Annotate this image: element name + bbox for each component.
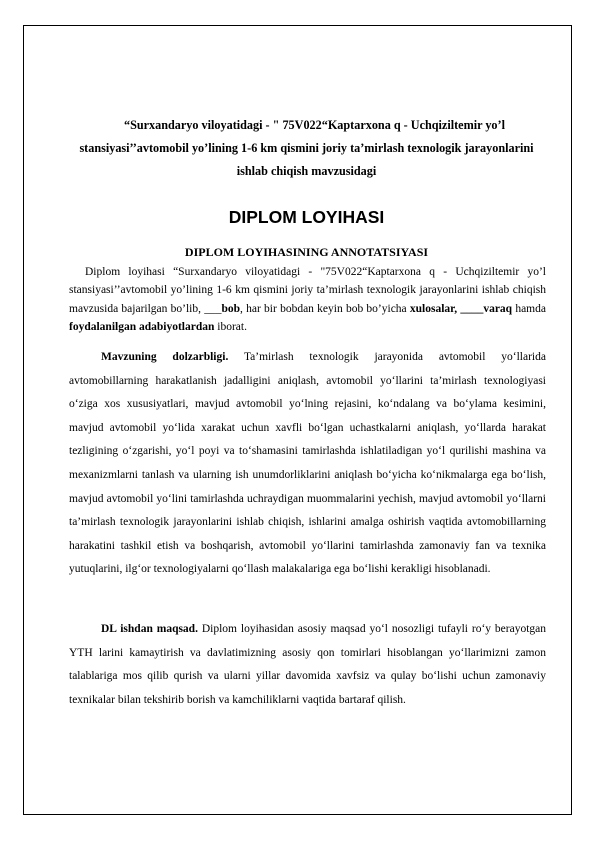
project-topic-text: “Surxandaryo viloyatidagi - " 75V022“Kaptarxona q - Uchqiziltemir yo’l stansiyasi’’avtomobil yo’lining 1-6 km qismini joriy ta’mirlash texnologik jarayonlarini ishlab chiqish mavzusidagi [79,118,534,178]
annotation-heading: DIPLOM LOYIHASINING ANNOTATSIYASI [184,245,429,259]
relevance-paragraph [69,346,546,582]
intro-text-4: iborat. [214,321,247,334]
intro-paragraph [69,263,546,337]
intro-bold-literature: foydalanilgan adabiyotlardan [69,321,215,334]
relevance-heading: Mavzuning dolzarbligi. [101,351,229,363]
goal-text: Diplom loyihasidan asosiy maqsad yo‘l nosozligi tufayli ro‘y berayotgan YTH larini kamaytirish va davlatimizning asosiy qon tomirlari hisoblangan yo‘llarimizni zamon talablariga mos qilib qurish va ularni yillar davomida xavfsiz va qulay bo‘lishi uchun zamonaviy texnikalar bilan tekshirib borish va kamchiliklarni vaqtida bartaraf qilish. [69,623,547,706]
intro-text-2: , har bir bobdan keyin bob bo’yicha [240,302,410,315]
goal-paragraph [69,618,546,712]
document-title: DIPLOM LOYIHASI [228,207,385,227]
relevance-text: Ta’mirlash texnologik jarayonida avtomobil yo‘llarida avtomobillarning harakatlanish jadalligini aniqlash, avtomobil yo‘llarini ta’mirlash texnologiyasi o‘ziga xos xususiyatlari, mavjud avtomobil yo‘lning rejasini, ko‘ndalang va bo‘ylama kesimini, mavjud avtomobil yo‘lida xarakat uchun xavfli bo‘lgan uchastkalarni aniqlash, yo‘llarda harakat tezligining o‘zgarishi, yo‘l poyi va to‘shamasini tamirlashda ishlatiladigan yo‘l qurilishi mashina va mexanizmlarni tanlash va ularning ish unumdorliklarini aniqlash bo‘yicha ko‘nikmalarga ega bo‘lish, mavjud avtomobil yo‘lini tamirlashda uchraydigan muommalarini yechish, mavjud avtomobil yo‘llarni ta’mirlash texnologik jarayonlarini ishlab chiqish, ishlarini amalga oshirish vaqtida avtomobillarning harakatini tashkil etish va boshqarish, avtomobil yo‘llarini tamirlashda zamonaviy fan va texnika yutuqlarini, ilg‘or texnologiyalarni qo‘llash malakalariga ega bo‘lishi kerakligi hisoblanadi. [69,351,546,576]
intro-text-1: Diplom loyihasi “Surxandaryo viloyatidagi - "75V022“Kaptarxona q - Uchqiziltemir yo’l stansiyasi’’avtomobil yo’lining 1-6 km qismini joriy ta’mirlash texnologik jarayonlarini ishlab chiqish mavzusida bajarilgan bo’lib, ___ [69,266,546,315]
intro-text-3: hamda [512,302,546,315]
project-topic [69,114,544,183]
intro-bold-conclusions: xulosalar, ____varaq [409,302,513,315]
intro-bold-chapters: bob [221,302,241,315]
goal-heading: DL ishdan maqsad. [101,623,198,635]
